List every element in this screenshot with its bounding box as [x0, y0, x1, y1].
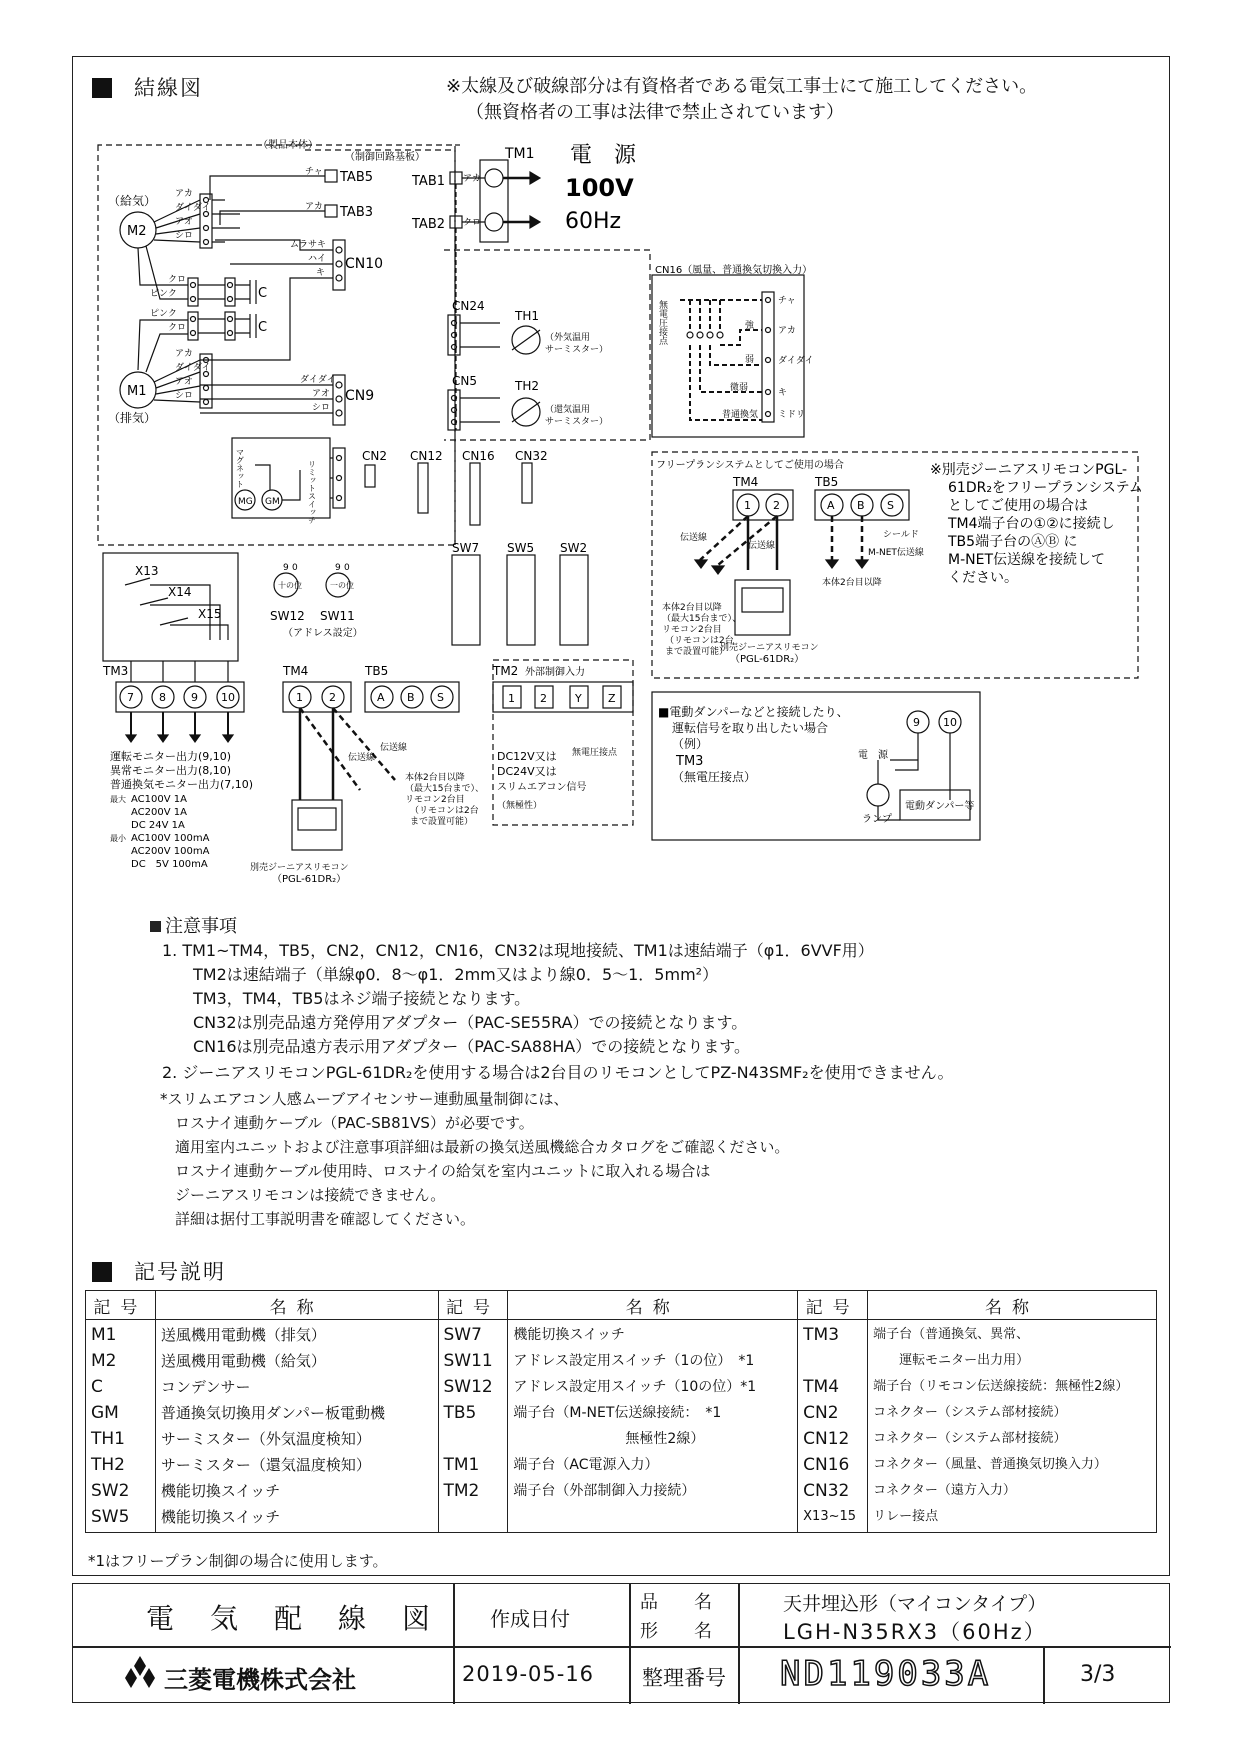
cn16-mode-2: 弱: [745, 355, 755, 365]
tab1-wire-label: アカ: [463, 174, 481, 184]
free-note-1: ※別売ジーニアスリモコンPGL-: [930, 462, 1128, 478]
square-bullet-icon: [92, 1262, 112, 1282]
free-plan-body2: 本体2台目以降: [822, 578, 882, 588]
tm3-term-10: 10: [221, 691, 235, 704]
m2-label: M2: [127, 224, 147, 239]
cn16-wire-3: ダイダイ: [778, 356, 814, 366]
free-plan-mnet: M-NET伝送線: [868, 548, 924, 558]
transmission-label-2: 伝送線: [380, 743, 408, 753]
capacitor-c1-label: C: [258, 286, 268, 301]
header-code-2: 記号: [438, 1291, 508, 1320]
note-line-12: 詳細は据付工事説明書を確認してください。: [175, 1210, 476, 1228]
cn16-label: CN16: [462, 449, 495, 463]
symbol-code: GM: [91, 1403, 119, 1423]
tab3-box: [325, 205, 337, 217]
col1-codes: [86, 1320, 156, 1533]
symbol-code: TM2: [443, 1481, 480, 1501]
note-line-10: ロスナイ連動ケーブル使用時、ロスナイの給気を室内ユニットに取入れる場合は: [175, 1162, 711, 1180]
symbol-name: コネクター（システム部材接続）: [873, 1405, 1067, 1420]
created-date: 2019-05-16: [462, 1662, 595, 1686]
free-plan-tb5-s: S: [887, 499, 894, 512]
tm4-label: TM4: [283, 664, 309, 678]
tab5-wire-label: チャ: [305, 167, 323, 177]
note-line-4: CN32は別売品遠方発停用アダプター（PAC-SE55RA）での接続となります。: [193, 1013, 748, 1032]
remote-note-5: まで設置可能）: [410, 817, 474, 827]
tm1-block: [480, 160, 508, 242]
header-name-1: 名称: [155, 1291, 438, 1320]
symbol-code: CN32: [803, 1481, 850, 1501]
symbol-code: TM1: [443, 1455, 480, 1475]
rating-min: 最小: [110, 834, 126, 843]
sw11-label: SW11: [320, 609, 355, 623]
remote-note-1: 本体2台目以降: [405, 773, 465, 783]
symbol-code: [803, 1348, 862, 1374]
tab5-box: [325, 170, 337, 182]
cn5-label: CN5: [452, 374, 477, 388]
cn12-label: CN12: [410, 449, 443, 463]
symbol-code: SW11: [443, 1351, 493, 1371]
m1-wire-4: シロ: [175, 391, 194, 401]
page-number: 3/3: [1080, 1662, 1116, 1687]
x14-label: X14: [168, 585, 192, 599]
note-line-5: CN16は別売品遠方表示用アダプター（PAC-SA88HA）での接続となります。: [193, 1037, 750, 1056]
capacitor-c2-label: C: [258, 320, 268, 335]
m1-label: M1: [127, 384, 147, 399]
rating-1: AC100V 1A: [131, 794, 187, 805]
tab2-box: [450, 216, 462, 228]
sw7-label: SW7: [452, 541, 480, 555]
symbol-name: 端子台（普通換気、異常、: [873, 1327, 1030, 1342]
cn16-mode-4: 普通換気: [722, 410, 759, 420]
free-note-2: 61DR₂をフリープランシステム: [948, 480, 1143, 496]
m2-wire-3: アオ: [175, 217, 193, 227]
cap1-wire-2: ピンク: [150, 289, 177, 299]
note-line-2: TM2は速結端子（単線φ0．8～φ1．2mm又はより線0．5～1．5mm²）: [193, 965, 719, 984]
symbol-code: CN12: [803, 1429, 850, 1449]
damper-title-2: 運転信号を取り出したい場合: [672, 721, 829, 735]
cap2-wire-1: ピンク: [150, 309, 177, 319]
tb5-term-b: B: [407, 691, 415, 704]
free-plan-note-5: まで設置可能）: [665, 647, 729, 657]
sw11-digit-9: 9: [335, 563, 341, 573]
symbols-table: [85, 1290, 1157, 1533]
address-set-label: （アドレス設定）: [283, 628, 363, 639]
ref-label: 整理番号: [642, 1666, 726, 1690]
free-plan-note-2: （最大15台まで）、: [662, 614, 741, 624]
sw12-digit-0: 0: [292, 563, 298, 573]
cn16-side-label: 無電圧接点: [657, 300, 667, 345]
tab1-label: TAB1: [412, 174, 446, 189]
x13-label: X13: [135, 564, 159, 578]
symbol-code: M1: [91, 1325, 117, 1345]
symbols-title: 記号説明: [92, 1256, 226, 1286]
symbol-code: C: [91, 1377, 103, 1397]
tm2-note-5: 無電圧接点: [572, 748, 618, 758]
header-code-1: 記号: [86, 1291, 156, 1320]
notes-title: 注意事項: [150, 912, 237, 938]
tm3-term-7: 7: [127, 691, 134, 704]
symbol-code: SW2: [91, 1481, 130, 1501]
symbol-name: リレー接点: [873, 1509, 939, 1524]
note-line-6: 2. ジーニアスリモコンPGL-61DR₂を使用する場合は2台目のリモコンとしてPZ-N43SMF₂を使用できません。: [162, 1063, 954, 1082]
tm2-term-1: 1: [508, 692, 515, 705]
note-line-8: ロスナイ連動ケーブル（PAC-SB81VS）が必要です。: [175, 1114, 534, 1132]
tm2-title: 外部制御入力: [525, 667, 585, 678]
cn16-wire-5: ミドリ: [778, 410, 806, 420]
symbol-code: M2: [91, 1351, 117, 1371]
symbol-code: SW5: [91, 1507, 130, 1527]
symbol-code: [444, 1504, 503, 1530]
symbol-name: コンデンサー: [160, 1378, 251, 1396]
symbol-name: 無極性2線）: [513, 1431, 705, 1447]
symbol-name: 端子台（外部制御入力接続）: [513, 1483, 696, 1499]
free-plan-trans-1: 伝送線: [680, 533, 708, 543]
ref-value: ND119033A: [780, 1654, 992, 1694]
symbol-name: コネクター（風量、普通換気切換入力）: [873, 1457, 1107, 1472]
tm4-term-1: 1: [296, 691, 303, 704]
symbol-name: 普通換気切換用ダンパー板電動機: [160, 1404, 385, 1422]
free-note-6: M-NET伝送線を接続して: [948, 552, 1106, 568]
small-square-icon: [150, 921, 161, 932]
free-plan-shield: シールド: [883, 530, 919, 540]
power-label: 電 源: [570, 143, 637, 168]
damper-lamp: ランプ: [862, 814, 892, 825]
cn16-wire-1: チャ: [778, 296, 796, 306]
symbol-code: X13~15: [803, 1509, 857, 1524]
cn10-label: CN10: [345, 256, 384, 272]
damper-title-1: ■電動ダンパーなどと接続したり、: [658, 705, 849, 719]
damper-contact: （無電圧接点）: [672, 770, 757, 784]
cn10-wire-2: ハイ: [308, 254, 327, 264]
cn16-mode-1: 強: [745, 321, 755, 331]
product-label: 品 名: [640, 1592, 712, 1613]
th2-label: TH2: [515, 379, 539, 393]
symbol-code: TM3: [803, 1325, 840, 1345]
sw12-inner: 十の位: [278, 581, 302, 590]
symbol-code: TB5: [443, 1403, 477, 1423]
header-name-3: 名称: [868, 1291, 1157, 1320]
tb5-term-s: S: [437, 691, 444, 704]
tab2-label: TAB2: [412, 217, 446, 232]
free-plan-title: フリープランシステムとしてご使用の場合: [656, 460, 844, 471]
header-name-2: 名称: [508, 1291, 798, 1320]
product-value: 天井埋込形（マイコンタイプ）: [783, 1593, 1047, 1615]
remote-note-3: リモコン2台目: [405, 795, 465, 805]
cap2-wire-2: クロ: [168, 323, 187, 333]
symbol-name: 送風機用電動機（給気）: [160, 1352, 326, 1370]
symbol-name: 端子台（M-NET伝送線接続： *1: [513, 1405, 722, 1421]
free-note-3: としてご使用の場合は: [948, 498, 1088, 514]
symbol-name: 機能切換スイッチ: [160, 1482, 281, 1500]
damper-device: 電動ダンパー等: [905, 801, 975, 812]
sw2-label: SW2: [560, 541, 588, 555]
rating-4: AC100V 100mA: [131, 833, 210, 844]
free-plan-tb5-a: A: [827, 499, 835, 512]
tm4-term-2: 2: [329, 691, 336, 704]
cn9-wire-3: シロ: [312, 403, 331, 413]
company-name: 三菱電機株式会社: [164, 1666, 356, 1694]
rating-6: DC 5V 100mA: [131, 859, 208, 870]
remote-note-2: （最大15台まで）、: [405, 784, 484, 794]
magnet-label: マグネット: [235, 448, 245, 488]
m2-wire-1: アカ: [175, 189, 193, 199]
symbol-code: SW7: [443, 1325, 482, 1345]
sw12-digit-9: 9: [283, 563, 289, 573]
tm2-term-z: Z: [608, 692, 616, 705]
tm1-label: TM1: [505, 146, 535, 162]
symbol-code: SW12: [443, 1377, 493, 1397]
symbol-code: CN16: [803, 1455, 850, 1475]
cn9-wire-2: アオ: [312, 389, 330, 399]
remote-note-4: （リモコンは2台: [410, 806, 479, 816]
th1-desc-1: （外気温用: [545, 333, 591, 343]
th2-desc-1: （還気温用: [545, 405, 591, 415]
free-plan-tb5: TB5: [815, 475, 839, 489]
damper-term-10: 10: [943, 716, 957, 729]
col3-names: [868, 1320, 1157, 1533]
header-code-3: 記号: [798, 1291, 868, 1320]
free-plan-tm4-1: 1: [744, 499, 751, 512]
cn16-mode-3: 微弱: [730, 383, 749, 393]
tb5-label: TB5: [365, 664, 389, 678]
symbol-code: TM4: [803, 1377, 840, 1397]
damper-example: （例）: [672, 737, 709, 751]
m2-wire-2: ダイダイ: [175, 203, 211, 213]
free-note-4: TM4端子台の①②に接続し: [948, 516, 1115, 532]
tm2-term-2: 2: [540, 692, 547, 705]
sw5-label: SW5: [507, 541, 535, 555]
tm3-output-3: 普通換気モニター出力(7,10): [110, 778, 254, 791]
model-value: LGH-N35RX3（60Hz）: [783, 1620, 1047, 1644]
tm2-note-4: （無極性）: [497, 801, 543, 811]
m1-wire-2: ダイダイ: [175, 363, 211, 373]
m2-wire-4: シロ: [175, 231, 194, 241]
remote-label-2: （PGL-61DR₂）: [272, 874, 347, 885]
symbol-code: CN2: [803, 1403, 839, 1423]
tb5-term-a: A: [377, 691, 385, 704]
tm3-term-9: 9: [191, 691, 198, 704]
free-plan-remote-2: （PGL-61DR₂）: [730, 654, 805, 665]
symbol-name: 端子台（AC電源入力）: [513, 1457, 659, 1473]
cn2-label: CN2: [362, 449, 387, 463]
symbol-code: TH2: [91, 1455, 125, 1475]
transmission-label-1: 伝送線: [348, 753, 376, 763]
rating-3: DC 24V 1A: [131, 820, 185, 831]
remote-label-1: 別売ジーニアスリモコン: [250, 863, 349, 873]
symbols-footnote: *1はフリープラン制御の場合に使用します。: [88, 1552, 388, 1570]
m1-wire-1: アカ: [175, 349, 193, 359]
symbol-name: [513, 1504, 792, 1530]
cn16-wire-2: アカ: [778, 326, 796, 336]
col1-names: [155, 1320, 438, 1533]
product-body-label: （製品本体）: [258, 140, 318, 151]
th1-desc-2: サーミスター）: [545, 345, 609, 355]
model-label: 形 名: [640, 1621, 712, 1642]
cn16-wire-4: キ: [778, 388, 788, 398]
tm3-output-2: 異常モニター出力(8,10): [110, 764, 232, 777]
symbol-name: 送風機用電動機（排気）: [160, 1326, 326, 1344]
doc-title: 電 気 配 線 図: [146, 1602, 435, 1635]
power-freq: 60Hz: [565, 209, 622, 234]
cn32-label: CN32: [515, 449, 548, 463]
symbol-name: コネクター（システム部材接続）: [873, 1431, 1067, 1446]
rating-2: AC200V 1A: [131, 807, 187, 818]
col3-codes: [798, 1320, 868, 1533]
symbol-code: [444, 1426, 503, 1452]
tab5-label: TAB5: [340, 170, 374, 185]
cn10-wire-3: キ: [316, 268, 326, 278]
dip-switches: [452, 555, 588, 645]
damper-term-9: 9: [913, 716, 920, 729]
tm2-label: TM2: [493, 664, 519, 678]
symbol-code: TH1: [91, 1429, 125, 1449]
cn12-box: [418, 463, 428, 513]
x15-label: X15: [198, 607, 222, 621]
created-label: 作成日付: [490, 1607, 570, 1631]
tm2-note-2: DC24V又は: [497, 765, 557, 778]
tm3-output-1: 運転モニター出力(9,10): [110, 750, 232, 763]
note-line-1: 1. TM1~TM4，TB5，CN2，CN12，CN16，CN32は現地接続、TM1は速結端子（φ1．6VVF用）: [162, 941, 874, 960]
m1-wire-3: アオ: [175, 377, 193, 387]
free-plan-note-1: 本体2台目以降: [662, 603, 722, 613]
free-plan-tb5-b: B: [857, 499, 865, 512]
tab1-box: [450, 172, 462, 184]
tm2-note-1: DC12V又は: [497, 750, 557, 763]
symbol-name: 機能切換スイッチ: [513, 1327, 625, 1343]
warning-line-1: ※太線及び破線部分は有資格者である電気工事士にて施工してください。: [446, 76, 1038, 97]
cn24-label: CN24: [452, 299, 485, 313]
free-plan-tm4: TM4: [733, 475, 759, 489]
free-plan-remote-1: 別売ジーニアスリモコン: [720, 643, 819, 653]
cn10-wire-1: ムラサキ: [290, 240, 327, 250]
tm3-term-8: 8: [159, 691, 166, 704]
rating-max: 最大: [110, 795, 126, 804]
tm3-label: TM3: [103, 664, 129, 678]
cn9-label: CN9: [345, 388, 375, 404]
note-line-9: 適用室内ユニットおよび注意事項詳細は最新の換気送風機総合カタログをご確認ください。: [175, 1138, 790, 1156]
symbol-name: アドレス設定用スイッチ（10の位）*1: [513, 1379, 757, 1395]
section-title-wiring: 結線図: [92, 72, 203, 102]
cn32-box: [522, 463, 532, 503]
mitsubishi-logo-icon: [120, 1656, 160, 1690]
gm-label: GM: [265, 497, 280, 507]
mg-label: MG: [238, 497, 253, 507]
sw12-label: SW12: [270, 609, 305, 623]
col2-codes: [438, 1320, 508, 1533]
damper-power: 電 源: [858, 750, 888, 761]
symbol-name: アドレス設定用スイッチ（1の位） *1: [513, 1353, 755, 1369]
sw11-inner: 一の位: [330, 581, 354, 590]
note-line-11: ジーニアスリモコンは接続できません。: [175, 1186, 446, 1204]
col2-names: [508, 1320, 798, 1533]
power-voltage: 100V: [565, 174, 634, 202]
free-plan-tm4-2: 2: [773, 499, 780, 512]
free-note-7: ください。: [948, 570, 1018, 586]
free-plan-trans-2: 伝送線: [748, 541, 776, 551]
tab3-label: TAB3: [340, 205, 374, 220]
th1-label: TH1: [515, 309, 539, 323]
free-plan-note-3: リモコン2台目: [662, 625, 722, 635]
symbol-name: サーミスター（還気温度検知）: [160, 1456, 371, 1474]
company-logo: [120, 1656, 160, 1694]
symbol-name: サーミスター（外気温度検知）: [160, 1430, 371, 1448]
m1-name: （排気）: [108, 411, 157, 425]
warning-line-2: （無資格者の工事は法律で禁止されています）: [466, 102, 844, 123]
m2-name: （給気）: [108, 194, 157, 208]
damper-tm3: TM3: [676, 754, 704, 769]
cn16-box: [470, 463, 480, 525]
symbol-name: 運転モニター出力用）: [873, 1353, 1030, 1368]
free-plan-note-4: （リモコンは2台: [665, 636, 734, 646]
cap1-wire-1: クロ: [168, 275, 187, 285]
symbol-name: コネクター（遠方入力）: [873, 1483, 1016, 1498]
th2-desc-2: サーミスター）: [545, 417, 609, 427]
sw11-digit-0: 0: [344, 563, 350, 573]
tm2-note-3: スリムエアコン信号: [497, 782, 587, 793]
tab2-wire-label: クロ: [463, 218, 482, 228]
free-note-5: TB5端子台のⒶⒷ に: [948, 534, 1078, 550]
cn9-wire-1: ダイダイ: [300, 375, 336, 385]
tm2-term-y: Y: [575, 692, 582, 705]
cn2-box: [365, 465, 375, 487]
limit-switch-label: リミットスイッチ: [307, 460, 317, 524]
cn16-inset-title: CN16（風量、普通換気切換入力）: [655, 265, 813, 276]
symbol-name: 機能切換スイッチ: [160, 1508, 281, 1526]
note-line-3: TM3，TM4，TB5はネジ端子接続となります。: [193, 989, 531, 1008]
control-board-label: （制御回路基板）: [345, 152, 425, 163]
symbol-name: 端子台（リモコン伝送線接続：無極性2線）: [873, 1379, 1129, 1394]
tm4-strip: [283, 682, 351, 712]
tab3-wire-label: アカ: [305, 202, 323, 212]
rating-5: AC200V 100mA: [131, 846, 210, 857]
note-line-7: *スリムエアコン人感ムーブアイセンサー連動風量制御には、: [160, 1090, 569, 1108]
